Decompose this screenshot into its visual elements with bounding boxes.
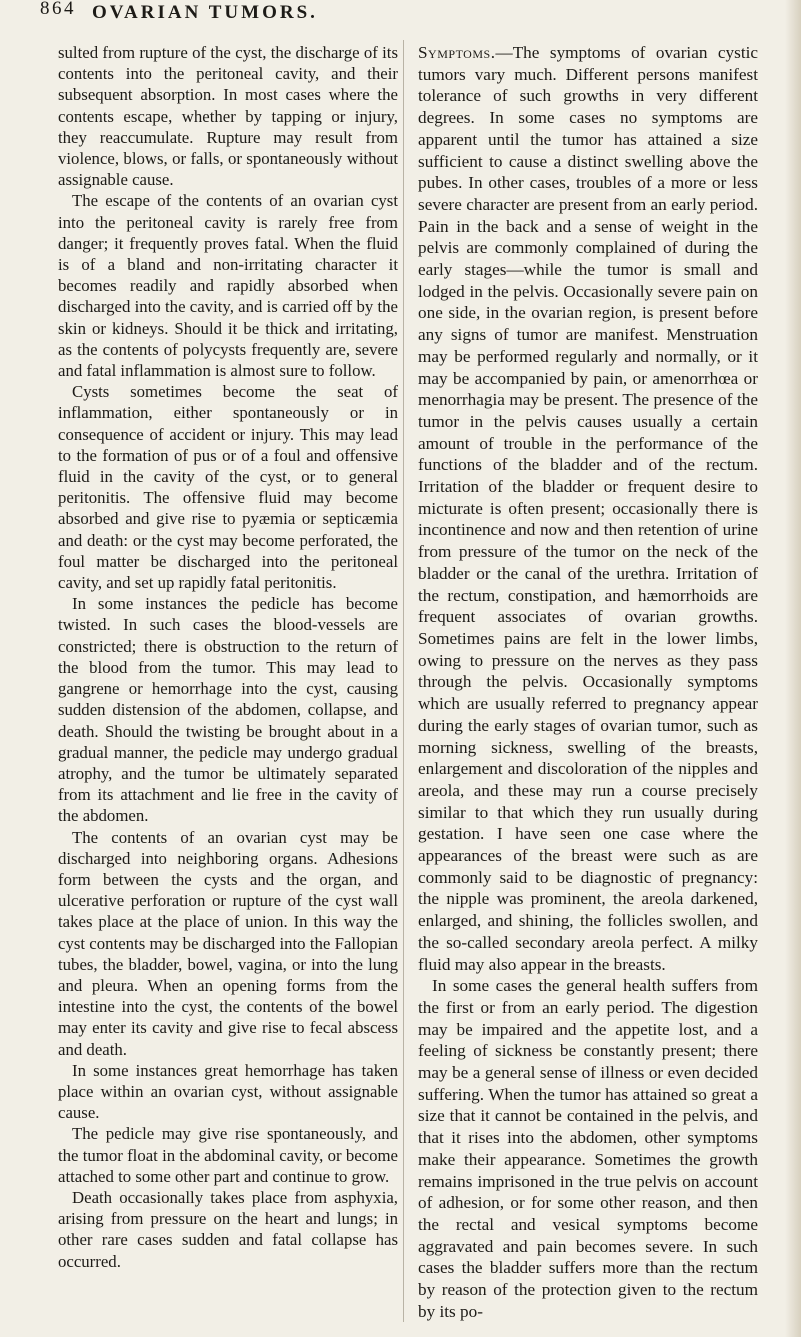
- paragraph: The escape of the contents of an ovarian cyst into the peritoneal cavity is rarely free from danger; it frequently proves fatal. When the fluid is of a bland and non-irritating character it becomes readily and rapidly absorbed when discharged into the cavity, and is carried off by the skin or kidneys. Should it be thick and irritating, as the contents of polycysts frequently are, severe and fatal inflammation is almost sure to follow.: [58, 191, 398, 381]
- page-number: 864: [40, 0, 76, 19]
- paragraph: In some cases the general health suffers from the first or from an early period. The digestion may be impaired and the appetite lost, and a feeling of sickness be constantly present; there may be a general sense of illness or even decided suffering. When the tumor has attained so great a size that it cannot be contained in the pelvis, and that it rises into the abdomen, other symptoms make their appearance. Sometimes the growth remains imprisoned in the true pelvis on account of adhesion, or for some other reason, and then the rectal and vesical symptoms become aggravated and pain becomes severe. In such cases the bladder suffers more than the rectum by reason of the protection given to the rectum by its po-: [418, 976, 758, 1321]
- paragraph: Death occasionally takes place from asphyxia, arising from pressure on the heart and lungs; in other rare cases sudden and fatal collapse has occurred.: [58, 1187, 398, 1271]
- paragraph: Cysts sometimes become the seat of inflammation, either spontaneously or in consequence of accident or injury. This may lead to the formation of pus or of a foul and offensive fluid in the cavity of the cyst, or to general peritonitis. The offensive fluid may become absorbed and give rise to pyæmia or septicæmia and death: or the cyst may become perforated, the foul matter be discharged into the peritoneal cavity, and set up rapidly fatal peritonitis.: [58, 382, 398, 593]
- right-column: [418, 42, 758, 1322]
- section-heading: Symptoms.: [418, 43, 496, 62]
- running-head: OVARIAN TUMORS.: [92, 2, 318, 23]
- paragraph: In some instances great hemorrhage has taken place within an ovarian cyst, without assignable cause.: [58, 1060, 398, 1123]
- paragraph: The pedicle may give rise spontaneously, and the tumor float in the abdominal cavity, or become attached to some other part and continue to grow.: [58, 1124, 398, 1186]
- paragraph: The contents of an ovarian cyst may be discharged into neighboring organs. Adhesions form between the cysts and the organ, and ulcerative perforation or rupture of the cyst wall takes place at the place of union. In this way the cyst contents may be discharged into the Fallopian tubes, the bladder, bowel, vagina, or into the lung and pleura. When an opening forms from the intestine into the cyst, the contents of the bowel may enter its cavity and give rise to fecal abscess and death.: [58, 827, 398, 1059]
- page-edge: [785, 0, 801, 1337]
- paragraph-text: —The symptoms of ovarian cystic tumors vary much. Different persons manifest tolerance of such growths in very different degrees. In some cases no symptoms are apparent until the tumor has attained a size sufficient to cause a distinct swelling above the pubes. In other cases, troubles of a more or less severe character are present from an early period. Pain in the back and a sense of weight in the pelvis are commonly complained of during the early stages—while the tumor is small and lodged in the pelvis. Occasionally severe pain on one side, in the ovarian region, is present before any signs of tumor are manifest. Menstruation may be performed regularly and normally, or it may be accompanied by pain, or amenorrhœa or menorrhagia may be present. The presence of the tumor in the pelvis causes usually a certain amount of trouble in the performance of the functions of the bladder and of the rectum. Irritation of the bladder or frequent desire to micturate is often present; occasionally there is incontinence and now and then retention of urine from pressure of the tumor on the neck of the bladder or the canal of the urethra. Irritation of the rectum, constipation, and hæmorrhoids are frequent associates of ovarian growths. Sometimes pains are felt in the lower limbs, owing to pressure on the nerves as they pass through the pelvis. Occasionally symptoms which are usually referred to pregnancy appear during the early stages of ovarian tumor, such as morning sickness, swelling of the breasts, enlargement and discoloration of the nipples and areola, and these may run a course precisely similar to that which they run usually during gestation. I have seen one case where the appearances of the breast were such as are commonly said to be diagnostic of pregnancy: the nipple was prominent, the areola darkened, enlarged, and shining, the follicles swollen, and the so-called secondary areola perfect. A milky fluid may also appear in the breasts.: [418, 43, 758, 974]
- column-divider: [403, 40, 404, 1322]
- symptoms-paragraph: [418, 42, 758, 975]
- left-column: [58, 42, 398, 1272]
- paragraph: sulted from rupture of the cyst, the discharge of its contents into the peritoneal cavity, and their subsequent absorption. In most cases where the contents escape, whether by tapping or injury, they reaccumulate. Rupture may result from violence, blows, or falls, or spontaneously without assignable cause.: [58, 43, 398, 190]
- page-header: [40, 2, 600, 28]
- paragraph: In some instances the pedicle has become twisted. In such cases the blood-vessels are constricted; there is obstruction to the return of the blood from the tumor. This may lead to gangrene or hemorrhage into the cyst, causing sudden distension of the abdomen, collapse, and death. Should the twisting be brought about in a gradual manner, the pedicle may undergo gradual atrophy, and the tumor be ultimately separated from its attachment and lie free in the cavity of the abdomen.: [58, 594, 398, 826]
